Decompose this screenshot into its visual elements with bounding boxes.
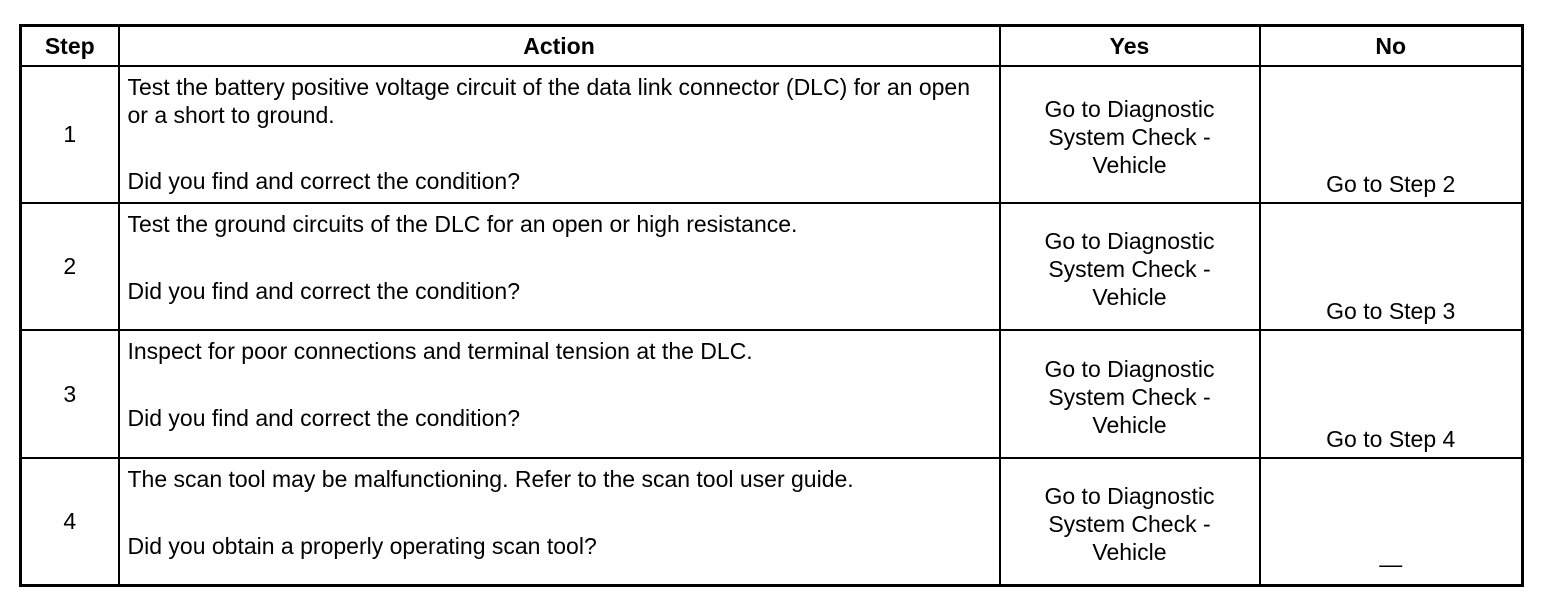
step-number: 1 (21, 66, 119, 203)
action-question: Did you find and correct the condition? (127, 405, 521, 432)
yes-text: Go to Diagnostic System Check - Vehicle (1044, 356, 1215, 439)
header-action: Action (119, 26, 1000, 67)
no-cell (1260, 66, 1523, 203)
yes-cell (1000, 66, 1260, 203)
no-text: Go to Step 3 (1326, 298, 1456, 325)
action-text: Test the ground circuits of the DLC for an open or high resistance. (127, 210, 798, 237)
action-text: Test the battery positive voltage circuit of the data link connector (DLC) for an open or a short to ground. (127, 74, 970, 128)
table-row (21, 330, 1523, 458)
header-yes: Yes (1000, 26, 1260, 67)
diagnostic-table (19, 24, 1524, 587)
no-text: Go to Step 4 (1326, 425, 1456, 452)
action-text: Inspect for poor connections and terminal tension at the DLC. (127, 338, 753, 365)
no-cell (1260, 330, 1523, 458)
step-number: 4 (21, 458, 119, 586)
yes-text: Go to Diagnostic System Check - Vehicle (1044, 483, 1215, 566)
action-cell (119, 66, 1000, 203)
header-no: No (1260, 26, 1523, 67)
action-question: Did you find and correct the condition? (127, 277, 521, 304)
step-number: 3 (21, 330, 119, 458)
table-row (21, 203, 1523, 331)
yes-cell (1000, 458, 1260, 586)
action-text: The scan tool may be malfunctioning. Refer to the scan tool user guide. (127, 465, 854, 492)
no-text: Go to Step 2 (1326, 170, 1456, 197)
no-dash: — (1379, 551, 1403, 577)
yes-cell (1000, 203, 1260, 331)
table-row (21, 66, 1523, 203)
no-cell (1260, 458, 1523, 586)
action-cell (119, 458, 1000, 586)
action-cell (119, 203, 1000, 331)
header-row (21, 26, 1523, 67)
step-number: 2 (21, 203, 119, 331)
yes-cell (1000, 330, 1260, 458)
header-step: Step (21, 26, 119, 67)
table-row (21, 458, 1523, 586)
yes-text: Go to Diagnostic System Check - Vehicle (1044, 96, 1215, 179)
action-question: Did you obtain a properly operating scan tool? (127, 532, 597, 559)
action-cell (119, 330, 1000, 458)
no-cell (1260, 203, 1523, 331)
action-question: Did you find and correct the condition? (127, 168, 521, 194)
yes-text: Go to Diagnostic System Check - Vehicle (1044, 228, 1215, 311)
